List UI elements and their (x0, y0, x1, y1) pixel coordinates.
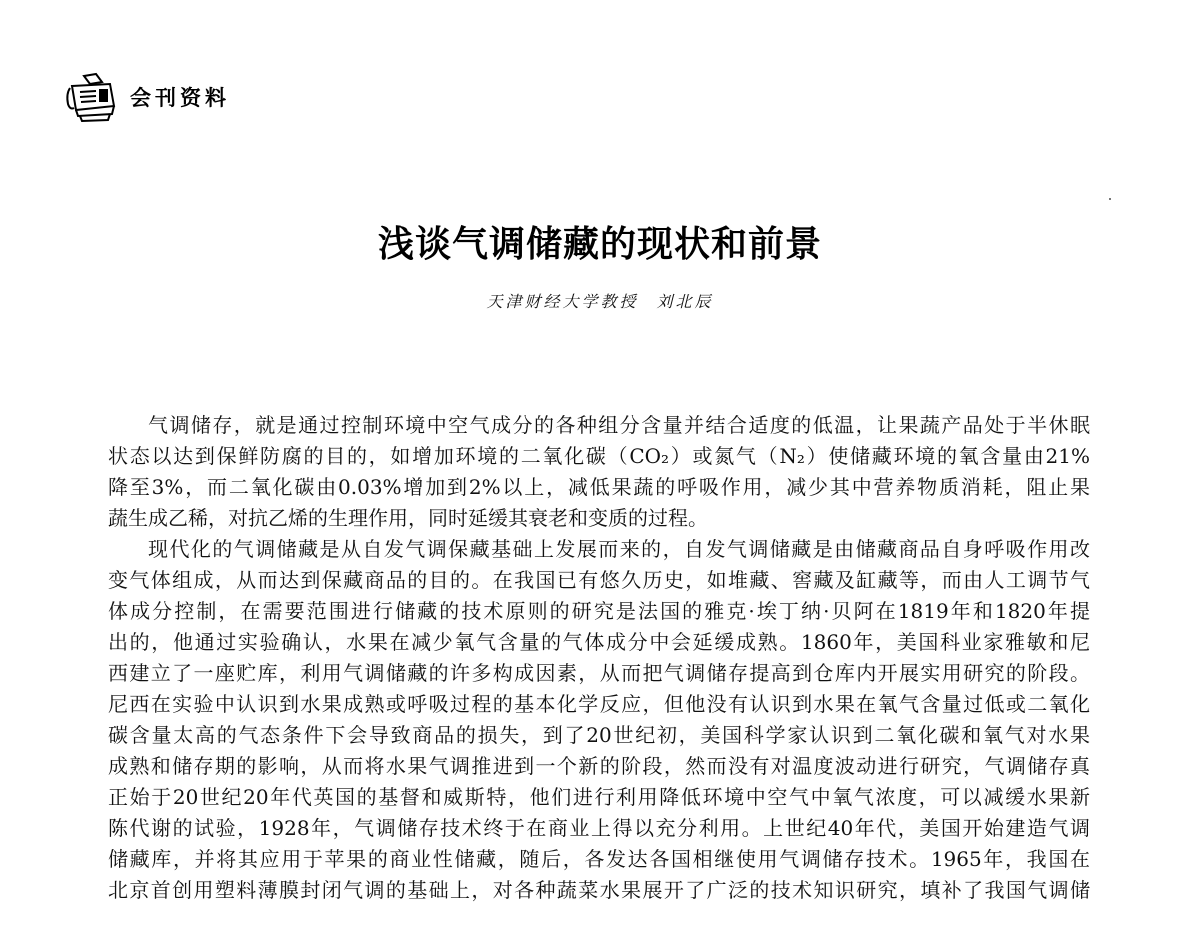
paragraph-1 (108, 410, 1090, 534)
text-line: 尼西在实验中认识到水果成熟或呼吸过程的基本化学反应，但他没有认识到水果在氧气含量过低或二氧化 (108, 692, 1090, 716)
article-body (108, 410, 1090, 906)
text-line: 储藏库，并将其应用于苹果的商业性储藏，随后，各发达各国相继使用气调储存技术。1965年，我国在 (108, 847, 1090, 871)
text-line: 变气体组成，从而达到保藏商品的目的。在我国已有悠久历史，如堆藏、窖藏及缸藏等，而由人工调节气 (108, 568, 1090, 592)
text-line: 蔬生成乙稀，对抗乙烯的生理作用，同时延缓其衰老和变质的过程。 (108, 506, 708, 530)
text-line: 陈代谢的试验，1928年，气调储存技术终于在商业上得以充分利用。上世纪40年代，美国开始建造气调 (108, 816, 1090, 840)
article-title: 浅谈气调储藏的现状和前景 (377, 223, 822, 265)
fax-machine-icon (62, 72, 120, 122)
scan-artifact (1109, 198, 1111, 200)
byline (0, 289, 1200, 312)
text-line: 气调储存，就是通过控制环境中空气成分的各种组分含量并结合适度的低温，让果蔬产品处于半休眠 (148, 413, 1090, 437)
author-name: 刘北辰 (656, 292, 714, 311)
text-line: 状态以达到保鲜防腐的目的，如增加环境的二氧化碳（CO₂）或氮气（N₂）使储藏环境的氧含量由21% (108, 444, 1090, 468)
text-line: 北京首创用塑料薄膜封闭气调的基础上，对各种蔬菜水果展开了广泛的技术知识研究，填补了我国气调储 (108, 878, 1090, 902)
text-line: 现代化的气调储藏是从自发气调保藏基础上发展而来的，自发气调储藏是由储藏商品自身呼吸作用改 (148, 537, 1090, 561)
text-line: 出的，他通过实验确认，水果在减少氧气含量的气体成分中会延缓成熟。1860年，美国科业家雅敏和尼 (108, 630, 1090, 654)
text-line: 体成分控制，在需要范围进行储藏的技术原则的研究是法国的雅克·埃丁纳·贝阿在1819年和1820年提 (108, 599, 1090, 623)
text-line: 西建立了一座贮库，利用气调储藏的许多构成因素，从而把气调储存提高到仓库内开展实用研究的阶段。 (108, 661, 1090, 685)
text-line: 降至3%，而二氧化碳由0.03%增加到2%以上，减低果蔬的呼吸作用，减少其中营养物质消耗，阻止果 (108, 475, 1090, 499)
text-line: 成熟和储存期的影响，从而将水果气调推进到一个新的阶段，然而没有对温度波动进行研究，气调储存真 (108, 754, 1090, 778)
section-header (62, 72, 230, 122)
paragraph-2 (108, 534, 1090, 906)
text-line: 碳含量太高的气态条件下会导致商品的损失，到了20世纪初，美国科学家认识到二氧化碳和氧气对水果 (108, 723, 1090, 747)
section-title: 会刊资料 (130, 86, 230, 110)
text-line: 正始于20世纪20年代英国的基督和威斯特，他们进行利用降低环境中空气中氧气浓度，可以减缓水果新 (108, 785, 1090, 809)
author-affiliation: 天津财经大学教授 (486, 292, 639, 311)
